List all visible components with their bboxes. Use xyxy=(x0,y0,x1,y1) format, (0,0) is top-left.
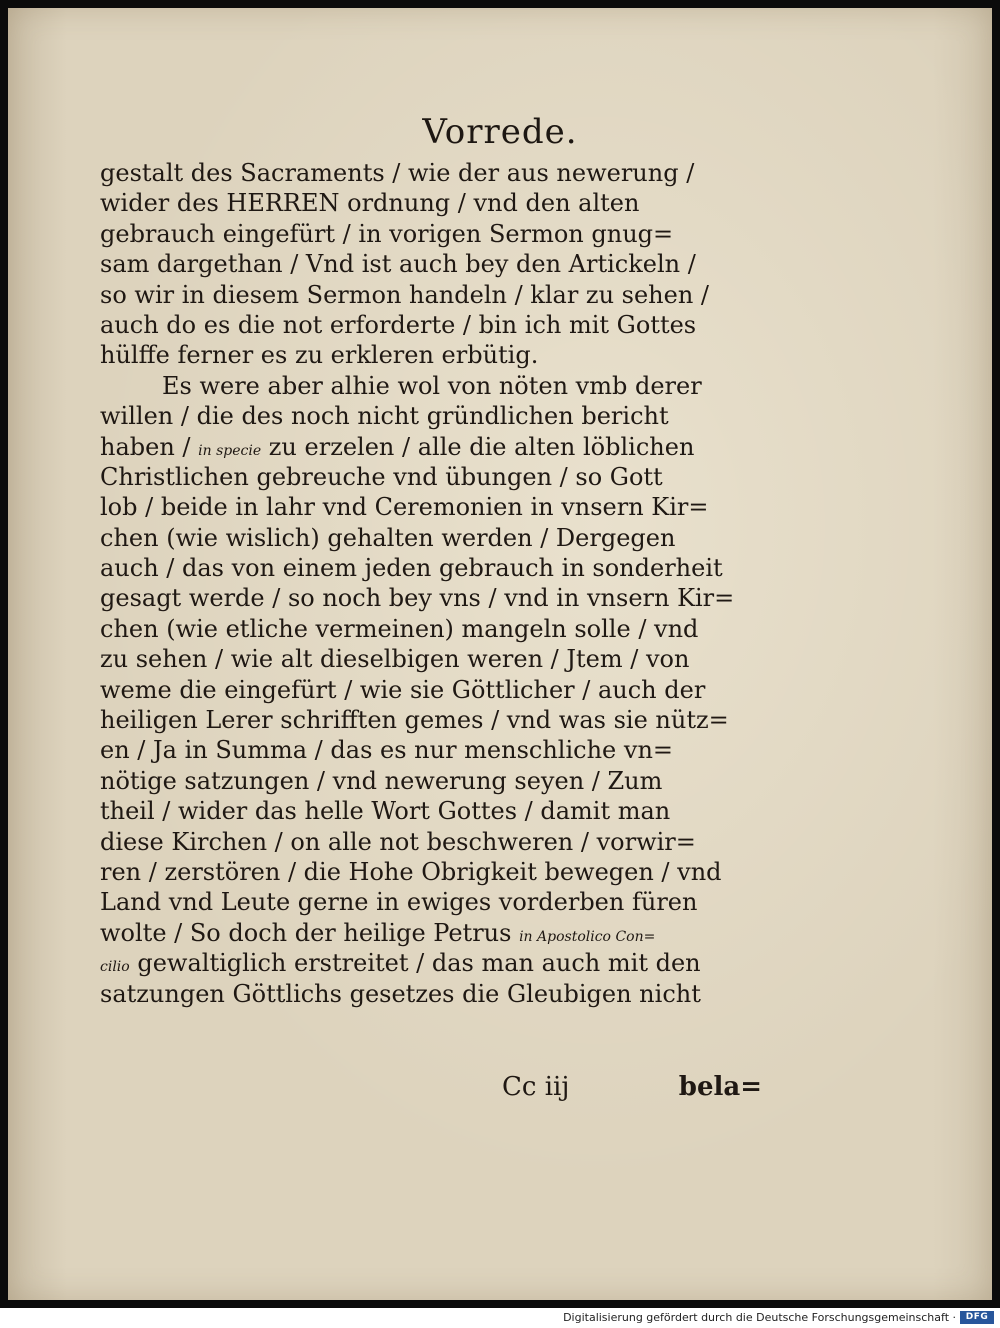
text-line xyxy=(100,432,764,462)
line-text: heiligen Lerer schrifften gemes / vnd was sie nütz= xyxy=(100,706,729,735)
line-content xyxy=(100,918,655,948)
footer-bar xyxy=(0,1308,1000,1328)
line-text: gebrauch eingefürt / in vorigen Sermon gnug= xyxy=(100,219,674,248)
text-line xyxy=(100,310,764,340)
text-line xyxy=(100,735,764,765)
line-content xyxy=(100,979,701,1009)
text-line xyxy=(100,583,764,613)
line-text: so wir in diesem Sermon handeln / klar zu sehen / xyxy=(100,280,710,309)
text-line xyxy=(100,948,764,978)
line-content xyxy=(100,644,689,674)
line-text: sam dargethan / Vnd ist auch bey den Artickeln / xyxy=(100,250,696,279)
line-text: gewaltiglich erstreitet / das man auch mit den xyxy=(137,949,701,978)
text-line xyxy=(100,492,764,522)
line-content xyxy=(100,188,639,218)
line-content xyxy=(100,796,670,826)
text-line xyxy=(100,219,764,249)
catchline xyxy=(100,1072,764,1112)
text-line xyxy=(100,979,764,1009)
line-text: Es were aber alhie wol von nöten vmb derer xyxy=(162,371,702,400)
line-text: wolte / So doch der heilige Petrus xyxy=(100,918,512,947)
text-line xyxy=(100,371,764,401)
line-text: chen (wie wislich) gehalten werden / Dergegen xyxy=(100,523,676,552)
line-text: Christlichen gebreuche vnd übungen / so Gott xyxy=(100,462,663,491)
marginal-note: in Apostolico Con= xyxy=(519,928,656,945)
text-line xyxy=(100,523,764,553)
line-text: haben / xyxy=(100,432,191,461)
line-text: lob / beide in lahr vnd Ceremonien in vnsern Kir= xyxy=(100,493,709,522)
line-content xyxy=(100,249,696,279)
dfg-logo-icon: DFG xyxy=(960,1311,994,1324)
line-content xyxy=(100,705,729,735)
line-content xyxy=(100,462,663,492)
line-content xyxy=(100,887,697,917)
line-content xyxy=(162,371,702,401)
line-content xyxy=(100,432,694,462)
funding-credit: Digitalisierung gefördert durch die Deutsche Forschungsgemeinschaft · xyxy=(563,1311,956,1324)
book-page xyxy=(8,8,992,1300)
line-content xyxy=(100,583,734,613)
text-line xyxy=(100,401,764,431)
marginal-note: cilio xyxy=(100,959,130,976)
text-line xyxy=(100,766,764,796)
line-text: weme die eingefürt / wie sie Göttlicher / auch der xyxy=(100,675,706,704)
line-content xyxy=(100,492,709,522)
line-content xyxy=(100,948,701,978)
line-content xyxy=(100,766,662,796)
line-text: ren / zerstören / die Hohe Obrigkeit bewegen / vnd xyxy=(100,857,722,886)
line-content xyxy=(100,280,709,310)
text-line xyxy=(100,340,764,370)
line-content xyxy=(100,340,538,370)
signature-mark: Cc iij xyxy=(502,1072,570,1102)
catchword: bela= xyxy=(678,1072,762,1102)
line-text: willen / die des noch nicht gründlichen bericht xyxy=(100,402,669,431)
line-text: theil / wider das helle Wort Gottes / damit man xyxy=(100,797,671,826)
line-text: en / Ja in Summa / das es nur menschliche vn= xyxy=(100,736,674,765)
line-text: wider des HERREN ordnung / vnd den alten xyxy=(100,189,640,218)
text-line xyxy=(100,644,764,674)
text-line xyxy=(100,614,764,644)
line-text: zu erzelen / alle die alten löblichen xyxy=(268,432,695,461)
text-line xyxy=(100,827,764,857)
line-content xyxy=(100,614,698,644)
line-text: hülffe ferner es zu erkleren erbütig. xyxy=(100,341,539,370)
text-line xyxy=(100,705,764,735)
line-text: zu sehen / wie alt dieselbigen weren / Jtem / von xyxy=(100,645,690,674)
text-line xyxy=(100,249,764,279)
marginal-note: in specie xyxy=(198,442,262,459)
line-content xyxy=(100,523,675,553)
text-line xyxy=(100,918,764,948)
line-text: auch do es die not erforderte / bin ich mit Gottes xyxy=(100,310,697,339)
text-line xyxy=(100,857,764,887)
line-text: Land vnd Leute gerne in ewiges vorderben füren xyxy=(100,888,698,917)
line-text: diese Kirchen / on alle not beschweren / vorwir= xyxy=(100,827,696,856)
text-line xyxy=(100,462,764,492)
line-content xyxy=(100,675,705,705)
line-text: gesagt werde / so noch bey vns / vnd in vnsern Kir= xyxy=(100,584,735,613)
text-line xyxy=(100,553,764,583)
running-head: Vorrede. xyxy=(422,112,578,152)
line-text: auch / das von einem jeden gebrauch in sonderheit xyxy=(100,554,723,583)
text-line xyxy=(100,796,764,826)
line-content xyxy=(100,827,696,857)
text-line xyxy=(100,280,764,310)
text-block xyxy=(100,158,764,1009)
text-line xyxy=(100,158,764,188)
text-line xyxy=(100,887,764,917)
line-content xyxy=(100,310,696,340)
line-content xyxy=(100,401,669,431)
line-content xyxy=(100,553,723,583)
line-text: chen (wie etliche vermeinen) mangeln solle / vnd xyxy=(100,614,699,643)
line-text: gestalt des Sacraments / wie der aus newerung / xyxy=(100,159,695,187)
line-content xyxy=(100,857,722,887)
text-line xyxy=(100,675,764,705)
line-text: nötige satzungen / vnd newerung seyen / Zum xyxy=(100,766,663,795)
line-text: satzungen Göttlichs gesetzes die Gleubigen nicht xyxy=(100,979,701,1008)
text-line xyxy=(100,188,764,218)
line-content xyxy=(100,219,673,249)
line-content xyxy=(100,158,694,188)
line-content xyxy=(100,735,673,765)
